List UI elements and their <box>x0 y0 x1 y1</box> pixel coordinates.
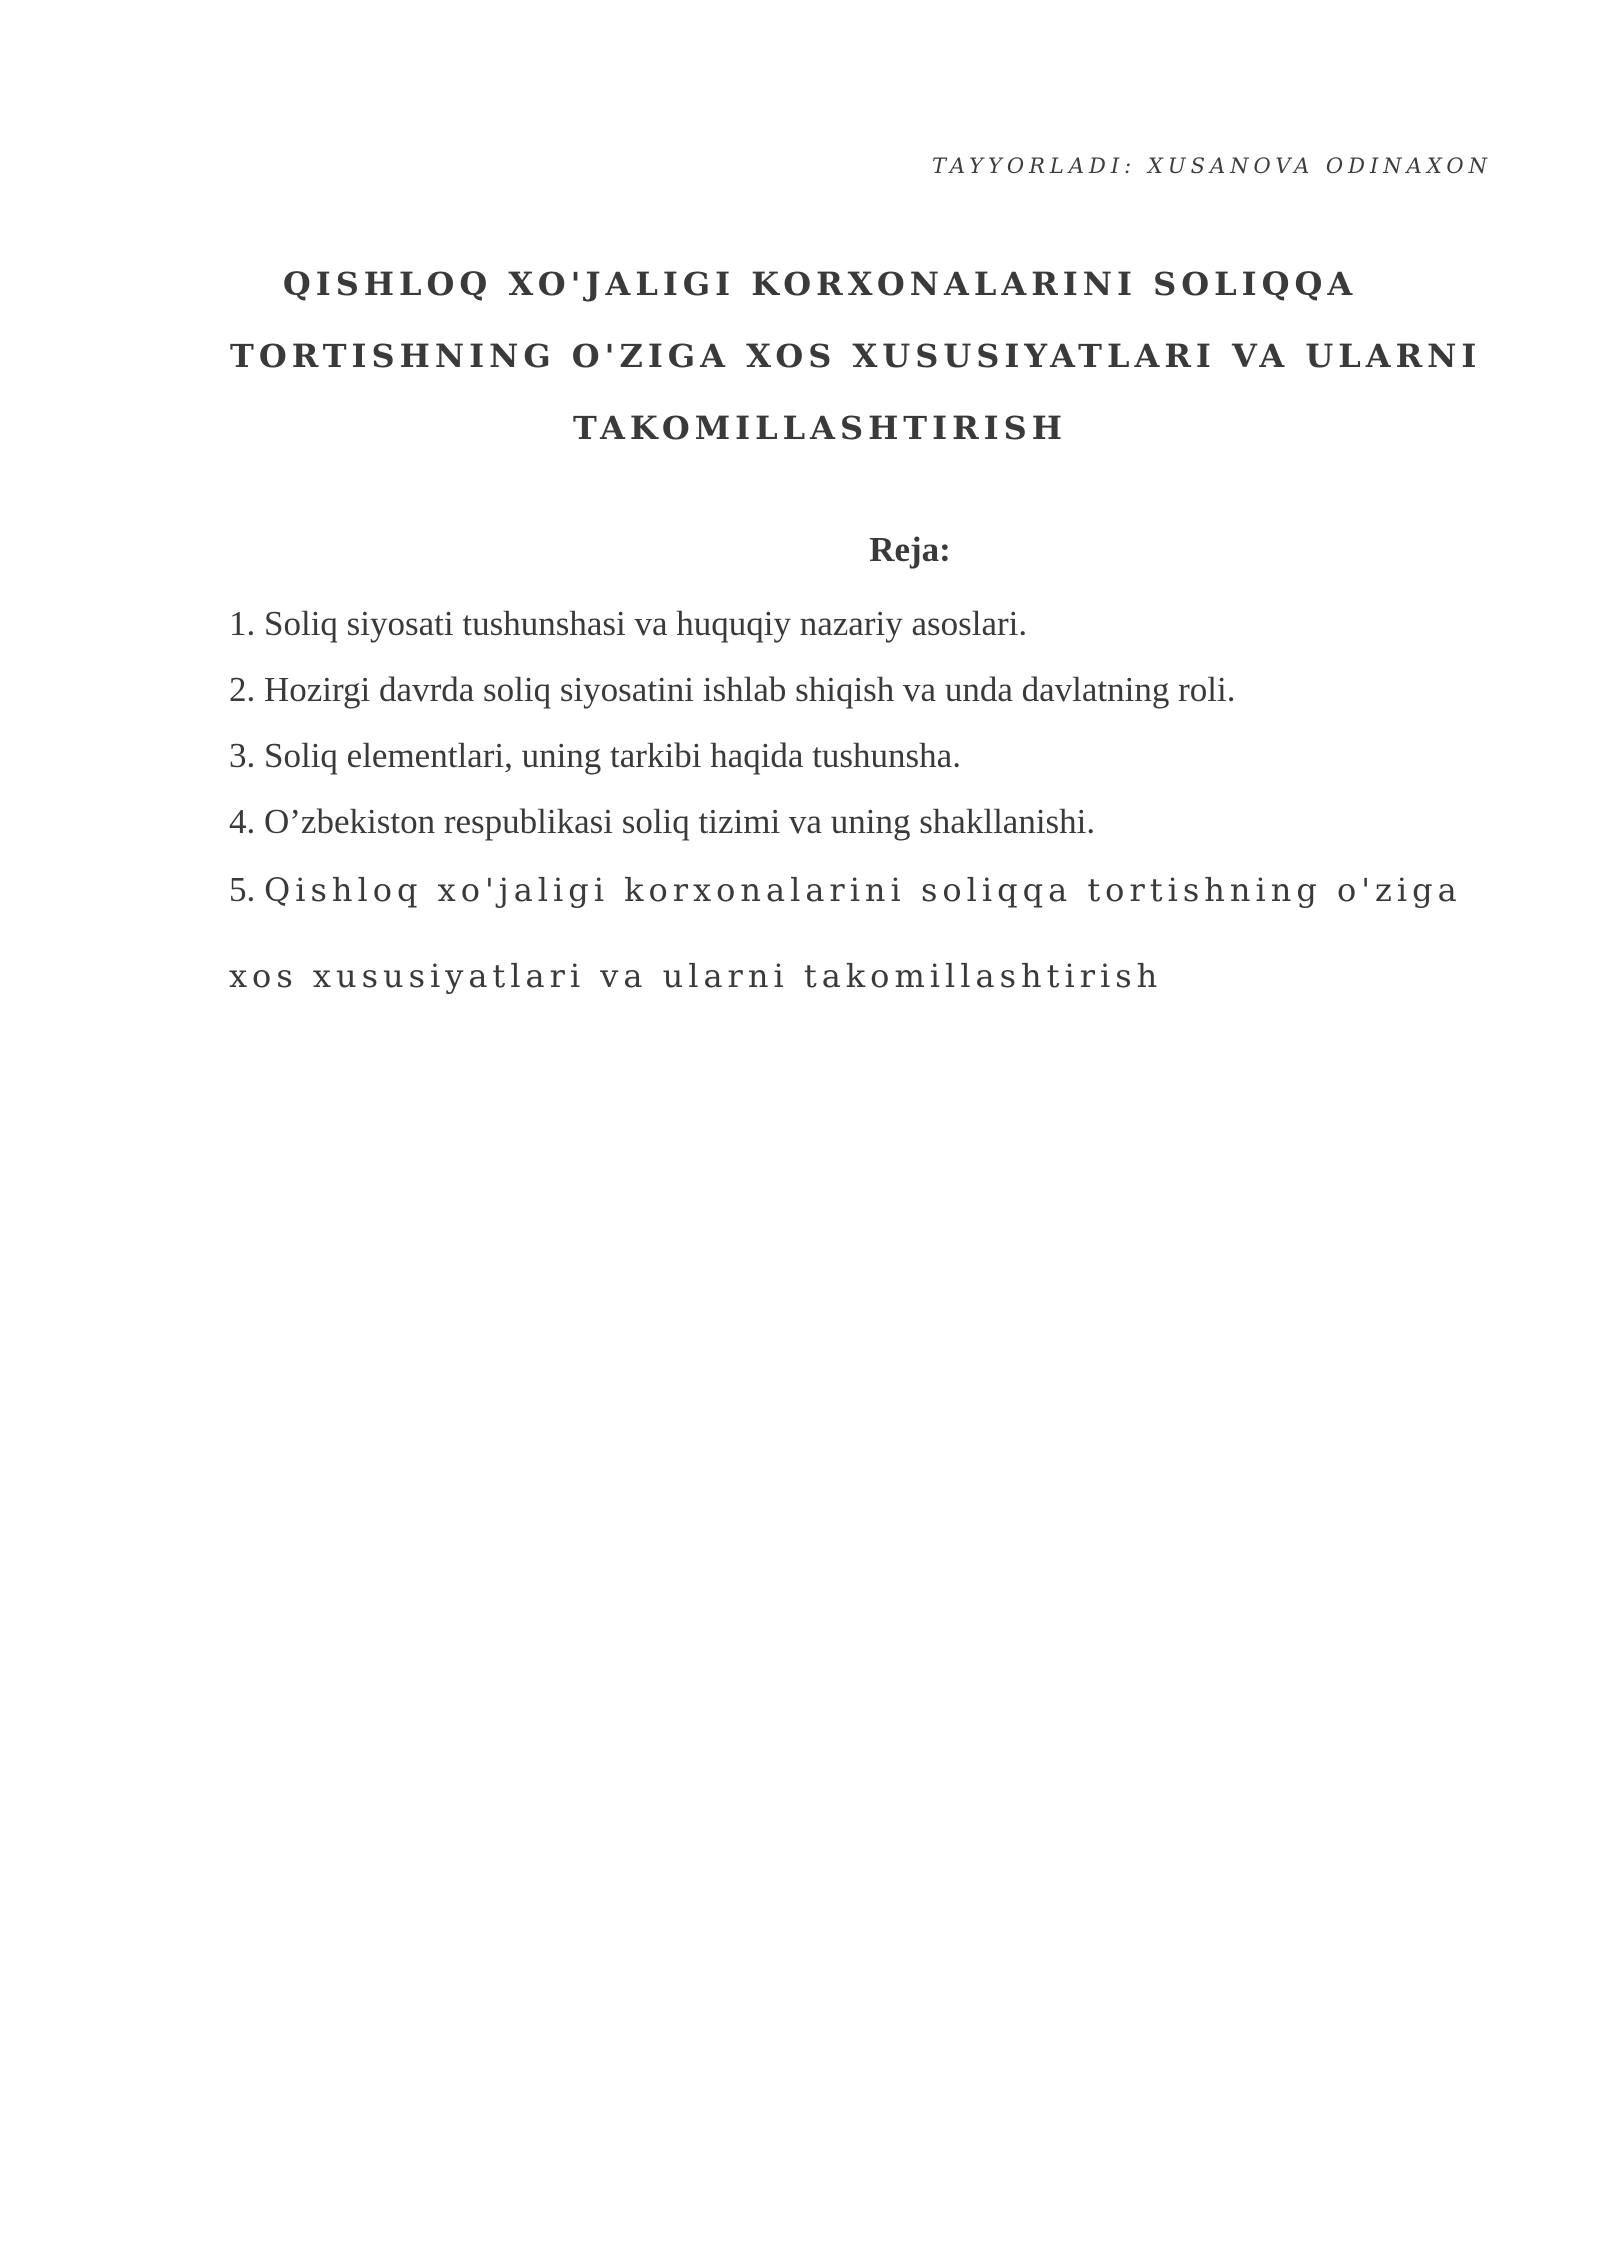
plan-item <box>229 657 1519 723</box>
plan-item <box>229 847 1519 1019</box>
plan-item-text: Hozirgi davrda soliq siyosatini ishlab shiqish va unda davlatning roli. <box>264 670 1236 709</box>
plan-item-number: 1. <box>229 604 256 643</box>
plan-heading: Reja: <box>869 530 951 569</box>
plan-item-number: 4. <box>229 802 256 841</box>
title-line: QISHLOQ XO'JALIGI KORXONALARINI SOLIQQA <box>282 265 1358 303</box>
plan-item-number: 3. <box>229 736 256 775</box>
plan-item-text: Soliq siyosati tushunshasi va huquqiy nazariy asoslari. <box>264 604 1028 643</box>
plan-list <box>229 591 1519 1019</box>
plan-item-text: O’zbekiston respublikasi soliq tizimi va uning shakllanishi. <box>264 802 1096 841</box>
plan-item <box>229 789 1519 855</box>
plan-item-number: 5. <box>229 870 256 909</box>
plan-item <box>229 591 1519 657</box>
author-line: TAYYORLADI: XUSANOVA ODINAXON <box>932 154 1492 178</box>
plan-item-text: Qishloq xo'jaligi korxonalarini soliqqa tortishning o'ziga xos xususiyatlari va ularni takomillashtirish <box>229 871 1462 995</box>
plan-item <box>229 723 1519 789</box>
title-line: TAKOMILLASHTIRISH <box>573 409 1067 447</box>
title-line: TORTISHNING O'ZIGA XOS XUSUSIYATLARI VA ULARNI <box>230 337 1482 375</box>
plan-item-number: 2. <box>229 670 256 709</box>
document-title <box>230 248 1482 464</box>
plan-item-text: Soliq elementlari, uning tarkibi haqida tushunsha. <box>264 736 961 775</box>
